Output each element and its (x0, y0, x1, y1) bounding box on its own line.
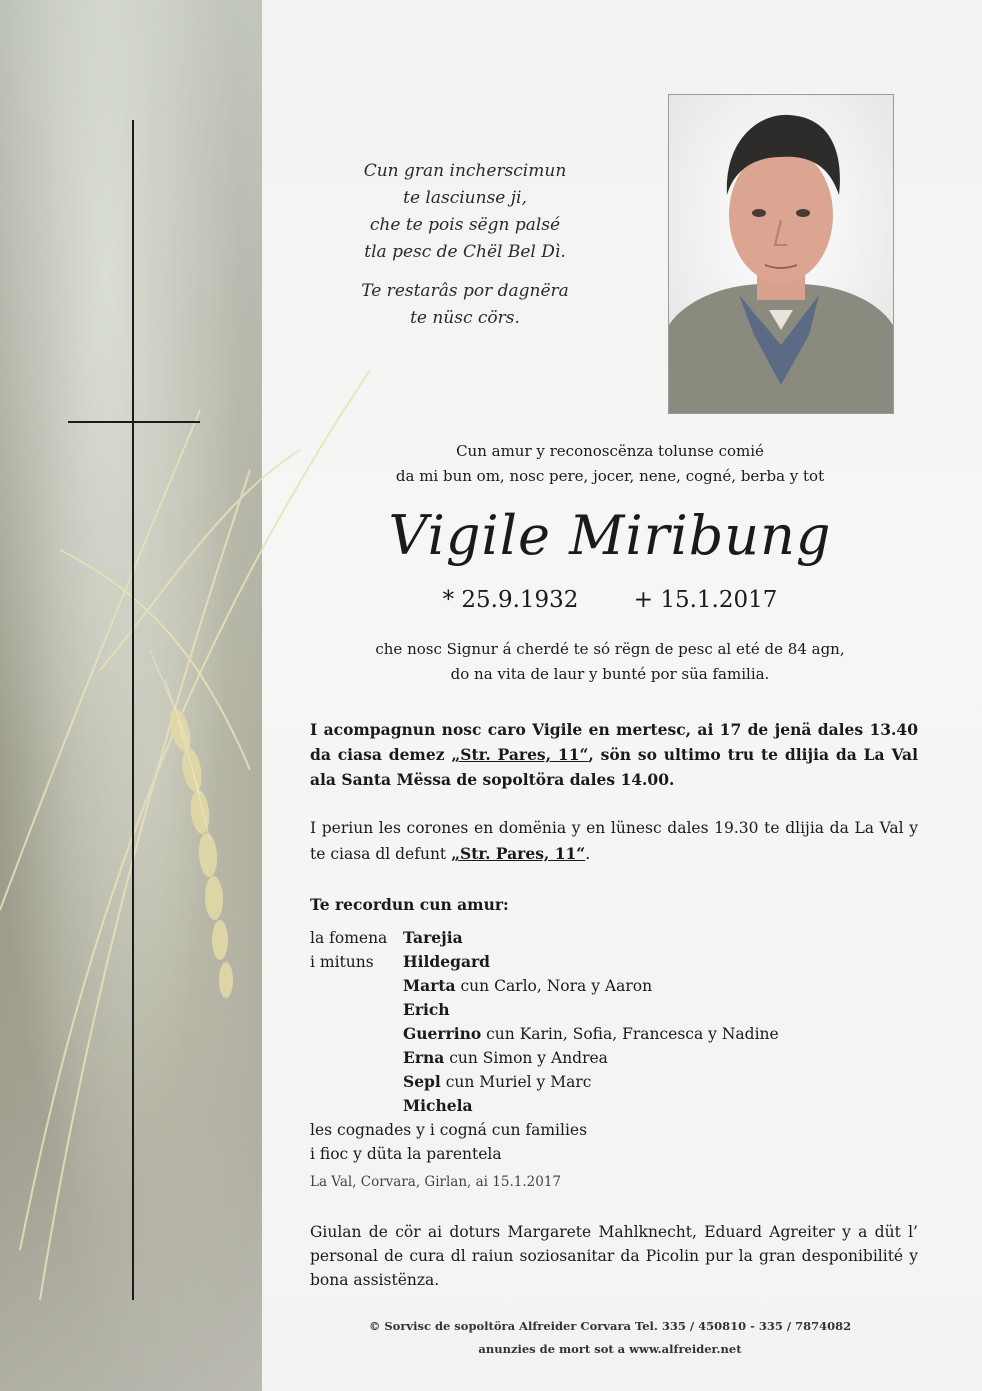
mourners-extra: les cognades y i cogná cun families (310, 1121, 588, 1139)
funeral-notice (310, 717, 918, 792)
list-item (310, 1094, 779, 1118)
verse-line: Cun gran incherscimun (363, 161, 567, 181)
mourner-role (310, 1046, 403, 1070)
wake-address: „Str. Pares, 11“ (451, 844, 586, 863)
intro-line: Cun amur y reconoscënza tolunse comié (456, 442, 764, 460)
mourner-role (310, 1094, 403, 1118)
mourner-role (310, 1022, 403, 1046)
list-item (310, 974, 779, 998)
cross-icon-beam (68, 421, 200, 423)
footer-funeral-service: © Sorvisc de sopoltöra Alfreider Corvara Tel. 335 / 450810 - 335 / 7874082 (368, 1319, 852, 1333)
passing-line: che nosc Signur á cherdé te só rëgn de pesc al eté de 84 agn, (375, 640, 845, 658)
mourner-family: cun Muriel y Marc (440, 1073, 592, 1091)
mourner-family: cun Carlo, Nora y Aaron (455, 977, 653, 995)
list-item (310, 926, 779, 950)
verse-line: Te restarâs por dagnëra (361, 281, 569, 301)
mourner-family: cun Simon y Andrea (444, 1049, 608, 1067)
wake-notice (310, 816, 918, 867)
list-item (310, 1022, 779, 1046)
thanks-text: Giulan de cör ai doturs Margarete Mahlknecht, Eduard Agreiter y a düt l’ personal de cura dl raiun soziosanitar da Picolin pur la gran desponibilité y bona assistënza. (310, 1223, 918, 1289)
deceased-name: Vigile Miribung (388, 504, 832, 567)
wake-text: I periun les corones en domënia y en lünesc dales 19.30 te dlijia da La Val y te ciasa dl defunt (310, 819, 918, 863)
mourner-name: Guerrino (403, 1024, 482, 1043)
mourner-name: Hildegard (403, 952, 491, 971)
mourner-role (310, 974, 403, 998)
memorial-verse (330, 158, 600, 344)
mourner-name: Marta (403, 976, 456, 995)
footer-website: anunzies de mort sot a www.alfreider.net (478, 1342, 742, 1356)
mourner-name: Sepl (403, 1072, 441, 1091)
verse-line: che te pois sëgn palsé (369, 215, 561, 235)
mourner-name: Tarejia (403, 928, 463, 947)
cross-icon (132, 120, 134, 1300)
life-dates (300, 583, 920, 617)
passing-line: do na vita de laur y bunté por süa familia. (450, 665, 770, 683)
verse-line: tla pesc de Chël Bel Dì. (364, 242, 566, 262)
funeral-text: I acompagnun nosc caro Vigile en mertesc, ai 17 de jenä dales 13.40 da ciasa demez (310, 720, 918, 764)
place-date: La Val, Corvara, Girlan, ai 15.1.2017 (310, 1174, 561, 1190)
portrait-photo (668, 94, 894, 414)
birth-date: * 25.9.1932 (442, 587, 579, 613)
wake-text-end: . (585, 845, 591, 863)
mourner-role: la fomena (310, 929, 388, 947)
verse-line: te nüsc cörs. (410, 308, 520, 328)
verse-line: te lasciunse ji, (403, 188, 527, 208)
mourner-role (310, 1070, 403, 1094)
mourners-list (310, 926, 779, 1166)
mourner-name: Michela (403, 1096, 473, 1115)
passing-text (300, 637, 920, 687)
funeral-address: „Str. Pares, 11“ (451, 745, 589, 764)
mourner-name: Erna (403, 1048, 445, 1067)
mourner-family: cun Karin, Sofia, Francesca y Nadine (481, 1025, 779, 1043)
mourners-extra: i fioc y düta la parentela (310, 1145, 502, 1163)
intro-line: da mi bun om, nosc pere, jocer, nene, cogné, berba y tot (395, 467, 825, 485)
funeral-text-end: , sön so ultimo tru te dlijia da La Val ala Santa Mëssa de sopoltöra dales 14.00. (310, 745, 918, 789)
death-date: + 15.1.2017 (633, 587, 778, 613)
mourner-role (310, 998, 403, 1022)
intro-text (300, 439, 920, 489)
list-item (310, 950, 779, 974)
mourner-name: Erich (403, 1000, 450, 1019)
list-item (310, 1046, 779, 1070)
mourner-role: i mituns (310, 953, 374, 971)
list-item (310, 1070, 779, 1094)
mourners-heading: Te recordun cun amur: (310, 895, 509, 914)
list-item (310, 998, 779, 1022)
